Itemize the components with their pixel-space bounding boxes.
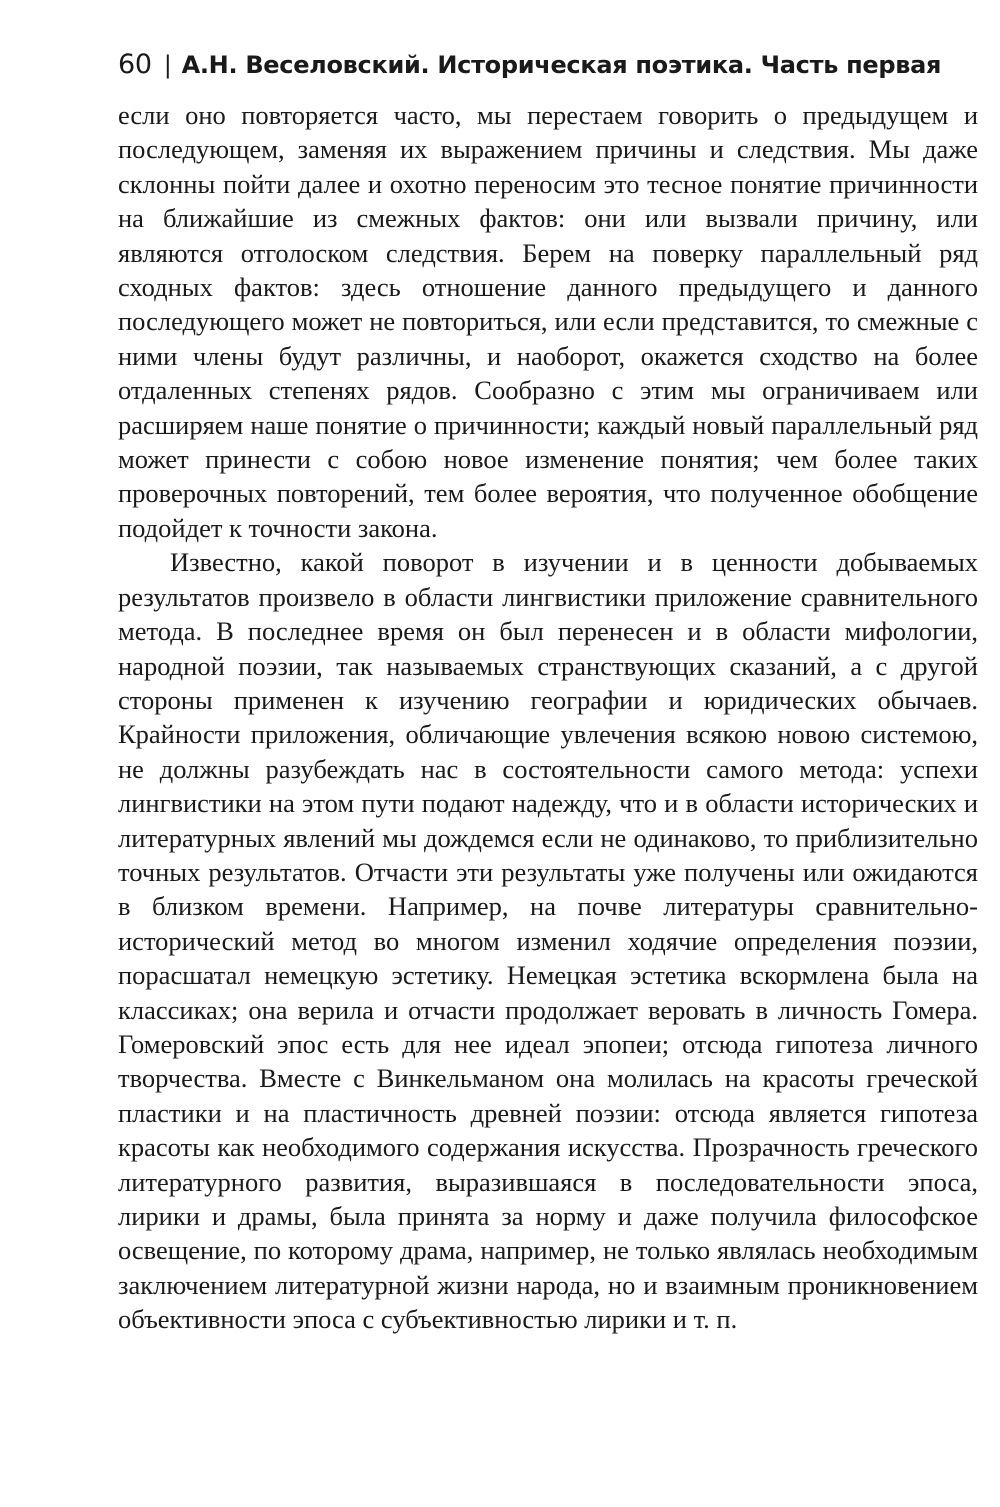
body-text xyxy=(118,98,978,1337)
page-number: 60 xyxy=(118,49,152,80)
book-page xyxy=(118,40,978,1337)
header-separator: | xyxy=(163,51,172,79)
paragraph-continued: если оно повторяется часто, мы перестаем говорить о предыдущем и последующем, заменяя их выражением причины и следствия. Мы даже склонны пойти далее и охотно переносим это тесное понятие причинности на ближайшие из смежных фактов: они или вызвали причину, или являются отголоском следствия. Берем на поверку параллельный ряд сходных фактов: здесь отношение данного предыдущего и данного последующего может не повториться, или если представится, то смежные с ними члены будут различны, и наоборот, окажется сходство на более отдаленных степенях рядов. Сообразно с этим мы ограничиваем или расширяем наше понятие о причинности; каждый новый параллельный ряд может принести с собою новое изменение понятия; чем более таких проверочных повторений, тем более вероятия, что полученное обобщение подойдет к точности закона. xyxy=(118,100,978,543)
running-head xyxy=(118,40,978,90)
running-title: А.Н. Веселовский. Историческая поэтика. Часть первая xyxy=(181,51,942,79)
paragraph: Известно, какой поворот в изучении и в ценности добываемых результатов произвело в области лингвистики приложение сравнительного метода. В последнее время он был перенесен и в области мифологии, народной поэзии, так называемых странствующих сказаний, а с другой стороны применен к изучению географии и юридических обычаев. Крайности приложения, обличающие увлечения всякою новою системою, не должны разубеждать нас в состоятельности самого метода: успехи лингвистики на этом пути подают надежду, что и в области исторических и литературных явлений мы дождемся если не одинаково, то приблизительно точных результатов. Отчасти эти результаты уже получены или ожидаются в близком времени. Например, на почве литературы сравнительно-исторический метод во многом изменил ходячие определения поэзии, порасшатал немецкую эстетику. Немецкая эстетика вскормлена была на классиках; она верила и отчасти продолжает веровать в личность Гомера. Гомеровский эпос есть для нее идеал эпопеи; отсюда гипотеза личного творчества. Вместе с Винкельманом она молилась на красоты греческой пластики и на пластичность древней поэзии: отсюда является гипотеза красоты как необходимого содержания искусства. Прозрачность греческого литературного развития, выразившаяся в последовательности эпоса, лирики и драмы, была принята за норму и даже получила философское освещение, по которому драма, например, не только являлась необходимым заключением литературной жизни народа, но и взаимным проникновением объективности эпоса с субъективностью лирики и т. п. xyxy=(118,547,978,1335)
